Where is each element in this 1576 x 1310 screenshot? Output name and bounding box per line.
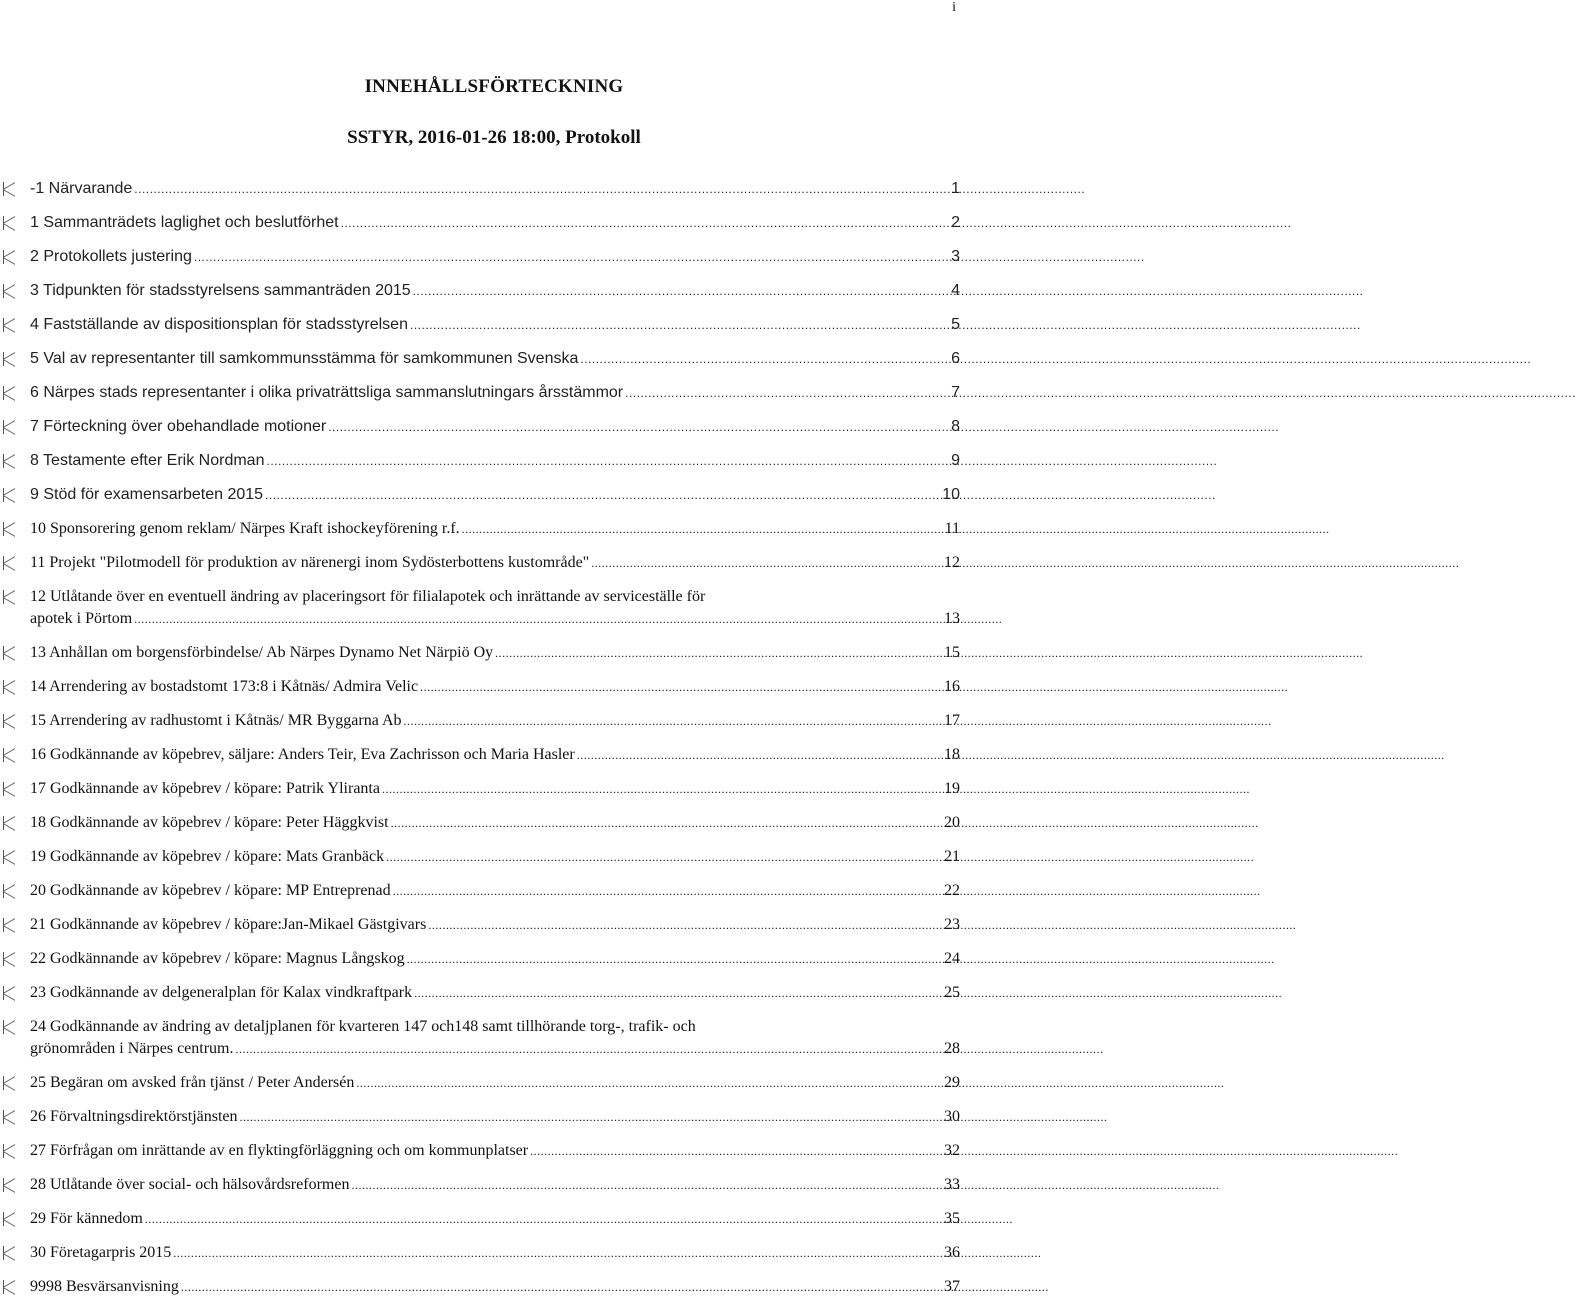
toc-entry[interactable] bbox=[0, 1016, 960, 1072]
toc-entry-page: 12 bbox=[944, 554, 960, 571]
dot-leader bbox=[356, 1072, 934, 1094]
dot-leader bbox=[580, 348, 934, 370]
dot-leader bbox=[495, 642, 934, 664]
dot-leader bbox=[420, 676, 934, 698]
toc-entry-title: 9998 Besvärsanvisning bbox=[30, 1278, 179, 1295]
toc-entry-page: 10 bbox=[942, 486, 960, 503]
toc-entry[interactable] bbox=[0, 744, 960, 778]
toc-entry-title: 5 Val av representanter till samkommunsstämma för samkommunen Svenska bbox=[30, 350, 579, 367]
toc-entry-page: 16 bbox=[944, 678, 960, 695]
toc-entry-title: -1 Närvarande bbox=[30, 180, 133, 197]
toc-entry-page: 2 bbox=[951, 214, 960, 231]
dot-leader bbox=[134, 608, 934, 630]
tree-connector-icon bbox=[3, 182, 16, 196]
dot-leader bbox=[530, 1140, 934, 1162]
toc-entry-title: 17 Godkännande av köpebrev / köpare: Patrik Yliranta bbox=[30, 780, 380, 797]
dot-leader bbox=[393, 880, 934, 902]
tree-connector-icon bbox=[3, 590, 16, 604]
tree-connector-icon bbox=[3, 1212, 16, 1226]
toc-entry-title: 9 Stöd för examensarbeten 2015 bbox=[30, 486, 264, 503]
toc-entry-title: 27 Förfrågan om inrättande av en flyktingförläggning och om kommunplatser bbox=[30, 1142, 529, 1159]
toc-entry[interactable] bbox=[0, 1072, 960, 1106]
toc-entry-page: 20 bbox=[944, 814, 960, 831]
toc-entry[interactable] bbox=[0, 416, 960, 450]
tree-connector-icon bbox=[3, 454, 16, 468]
toc-entry[interactable] bbox=[0, 676, 960, 710]
toc-entry-title: 28 Utlåtande över social- och hälsovårdsreformen bbox=[30, 1176, 350, 1193]
toc-entry-title: 20 Godkännande av köpebrev / köpare: MP Entreprenad bbox=[30, 882, 391, 899]
toc-entry[interactable] bbox=[0, 212, 960, 246]
toc-entry[interactable] bbox=[0, 450, 960, 484]
toc-entry[interactable] bbox=[0, 518, 960, 552]
toc-entry-page: 15 bbox=[944, 644, 960, 661]
dot-leader bbox=[413, 280, 934, 302]
toc-entry-title: 29 För kännedom bbox=[30, 1210, 143, 1227]
toc-entry-title: 3 Tidpunkten för stadsstyrelsens sammanträden 2015 bbox=[30, 282, 411, 299]
tree-connector-icon bbox=[3, 1280, 16, 1294]
tree-connector-icon bbox=[3, 1110, 16, 1124]
dot-leader bbox=[194, 246, 934, 268]
toc-entry-page: 25 bbox=[944, 984, 960, 1001]
dot-leader bbox=[134, 178, 934, 200]
tree-connector-icon bbox=[3, 284, 16, 298]
toc-entry-title: 22 Godkännande av köpebrev / köpare: Magnus Långskog bbox=[30, 950, 405, 967]
tree-connector-icon bbox=[3, 1246, 16, 1260]
tree-connector-icon bbox=[3, 884, 16, 898]
toc-entry[interactable] bbox=[0, 710, 960, 744]
dot-leader bbox=[235, 1038, 934, 1060]
toc-entry-title: 14 Arrendering av bostadstomt 173:8 i Kåtnäs/ Admira Velic bbox=[30, 678, 419, 695]
dot-leader bbox=[382, 778, 934, 800]
dot-leader bbox=[265, 484, 934, 506]
dot-leader bbox=[173, 1242, 934, 1264]
toc-entry[interactable] bbox=[0, 314, 960, 348]
toc-entry-page: 19 bbox=[944, 780, 960, 797]
toc-entry-page: 37 bbox=[944, 1278, 960, 1295]
toc-entry-title: 16 Godkännande av köpebrev, säljare: Anders Teir, Eva Zachrisson och Maria Hasler bbox=[30, 746, 575, 763]
toc-entry-page: 8 bbox=[951, 418, 960, 435]
toc-entry-page: 5 bbox=[951, 316, 960, 333]
toc-entry-page: 35 bbox=[944, 1210, 960, 1227]
toc-entry[interactable] bbox=[0, 1242, 960, 1276]
toc-entry-page: 17 bbox=[944, 712, 960, 729]
toc-entry-page: 30 bbox=[944, 1108, 960, 1125]
toc-entry-page: 1 bbox=[951, 180, 960, 197]
toc-entry[interactable] bbox=[0, 982, 960, 1016]
tree-connector-icon bbox=[3, 782, 16, 796]
toc-entry[interactable] bbox=[0, 1208, 960, 1242]
dot-leader bbox=[145, 1208, 934, 1230]
dot-leader bbox=[414, 982, 934, 1004]
tree-connector-icon bbox=[3, 1020, 16, 1034]
toc-entry-page: 4 bbox=[951, 282, 960, 299]
toc-entry-title: 10 Sponsorering genom reklam/ Närpes Kraft ishockeyförening r.f. bbox=[30, 520, 460, 537]
dot-leader bbox=[328, 416, 934, 438]
dot-leader bbox=[577, 744, 934, 766]
dot-leader bbox=[181, 1276, 934, 1298]
dot-leader bbox=[266, 450, 934, 472]
tree-connector-icon bbox=[3, 318, 16, 332]
tree-connector-icon bbox=[3, 522, 16, 536]
toc-entry-title: 25 Begäran om avsked från tjänst / Peter Andersén bbox=[30, 1074, 355, 1091]
toc-entry[interactable] bbox=[0, 586, 960, 642]
tree-connector-icon bbox=[3, 918, 16, 932]
toc-entry[interactable] bbox=[0, 880, 960, 914]
toc-entry-page: 33 bbox=[944, 1176, 960, 1193]
tree-connector-icon bbox=[3, 748, 16, 762]
tree-connector-icon bbox=[3, 646, 16, 660]
toc-entry-title: 8 Testamente efter Erik Nordman bbox=[30, 452, 265, 469]
toc-entry[interactable] bbox=[0, 382, 960, 416]
dot-leader bbox=[341, 212, 934, 234]
toc-entry-title: 30 Företagarpris 2015 bbox=[30, 1244, 172, 1261]
toc-entry-page: 13 bbox=[944, 610, 960, 627]
toc-entry-title: 11 Projekt "Pilotmodell för produktion av närenergi inom Sydösterbottens kustområde" bbox=[30, 554, 590, 571]
tree-connector-icon bbox=[3, 680, 16, 694]
tree-connector-icon bbox=[3, 352, 16, 366]
tree-connector-icon bbox=[3, 816, 16, 830]
dot-leader bbox=[462, 518, 934, 540]
page-subtitle: SSTYR, 2016-01-26 18:00, Protokoll bbox=[347, 127, 641, 148]
toc-entry-title: 26 Förvaltningsdirektörstjänsten bbox=[30, 1108, 238, 1125]
toc-entry-title: apotek i Pörtom bbox=[30, 610, 133, 627]
toc-entry[interactable] bbox=[0, 914, 960, 948]
tree-connector-icon bbox=[3, 986, 16, 1000]
toc-entry-title: 21 Godkännande av köpebrev / köpare:Jan-Mikael Gästgivars bbox=[30, 916, 427, 933]
tree-connector-icon bbox=[3, 952, 16, 966]
tree-connector-icon bbox=[3, 850, 16, 864]
tree-connector-icon bbox=[3, 216, 16, 230]
toc-entry-title: 23 Godkännande av delgeneralplan för Kalax vindkraftpark bbox=[30, 984, 413, 1001]
toc-entry-title: 15 Arrendering av radhustomt i Kåtnäs/ MR Byggarna Ab bbox=[30, 712, 402, 729]
toc-entry-page: 32 bbox=[944, 1142, 960, 1159]
toc-entry-title: 2 Protokollets justering bbox=[30, 248, 192, 265]
dot-leader bbox=[386, 846, 934, 868]
tree-connector-icon bbox=[3, 420, 16, 434]
toc-entry[interactable] bbox=[0, 348, 960, 382]
toc-entry[interactable] bbox=[0, 846, 960, 880]
toc-entry[interactable] bbox=[0, 778, 960, 812]
toc-entry-page: 3 bbox=[951, 248, 960, 265]
tree-connector-icon bbox=[3, 1076, 16, 1090]
toc-entry[interactable] bbox=[0, 280, 960, 314]
tree-connector-icon bbox=[3, 1178, 16, 1192]
toc-entry-page: 28 bbox=[944, 1040, 960, 1057]
dot-leader bbox=[591, 552, 934, 574]
toc-entry-title-line: 12 Utlåtande över en eventuell ändring av placeringsort för filialapotek och inrättande av serviceställe för bbox=[30, 588, 706, 605]
dot-leader bbox=[391, 812, 934, 834]
tree-connector-icon bbox=[3, 1144, 16, 1158]
toc-entry-page: 7 bbox=[951, 384, 960, 401]
toc-entry[interactable] bbox=[0, 812, 960, 846]
toc-entry-title-line: 24 Godkännande av ändring av detaljplanen för kvarteren 147 och148 samt tillhörande torg-, trafik- och bbox=[30, 1018, 696, 1035]
tree-connector-icon bbox=[3, 386, 16, 400]
toc-entry[interactable] bbox=[0, 642, 960, 676]
toc-entry-title: 13 Anhållan om borgensförbindelse/ Ab Närpes Dynamo Net Närpiö Oy bbox=[30, 644, 494, 661]
table-of-contents bbox=[0, 178, 960, 1310]
tree-connector-icon bbox=[3, 250, 16, 264]
dot-leader bbox=[410, 314, 934, 336]
toc-entry-title: 6 Närpes stads representanter i olika privaträttsliga sammanslutningars årsstämmor bbox=[30, 384, 624, 401]
toc-entry-page: 11 bbox=[944, 520, 960, 537]
dot-leader bbox=[351, 1174, 934, 1196]
toc-entry-title: 19 Godkännande av köpebrev / köpare: Mats Granbäck bbox=[30, 848, 385, 865]
toc-entry-title: 1 Sammanträdets laglighet och beslutförhet bbox=[30, 214, 339, 231]
tree-connector-icon bbox=[3, 488, 16, 502]
dot-leader bbox=[240, 1106, 934, 1128]
dot-leader bbox=[404, 710, 935, 732]
toc-entry[interactable] bbox=[0, 1106, 960, 1140]
dot-leader bbox=[407, 948, 934, 970]
toc-entry-title: 4 Fastställande av dispositionsplan för stadsstyrelsen bbox=[30, 316, 408, 333]
toc-entry-page: 9 bbox=[951, 452, 960, 469]
toc-entry-title: 18 Godkännande av köpebrev / köpare: Peter Häggkvist bbox=[30, 814, 389, 831]
toc-entry-page: 29 bbox=[944, 1074, 960, 1091]
toc-entry-page: 6 bbox=[951, 350, 960, 367]
dot-leader bbox=[428, 914, 934, 936]
toc-entry-title: 7 Förteckning över obehandlade motioner bbox=[30, 418, 327, 435]
toc-entry[interactable] bbox=[0, 552, 960, 586]
toc-entry[interactable] bbox=[0, 1174, 960, 1208]
toc-entry[interactable] bbox=[0, 178, 960, 212]
toc-entry[interactable] bbox=[0, 1140, 960, 1174]
dot-leader bbox=[625, 382, 934, 404]
toc-entry[interactable] bbox=[0, 484, 960, 518]
toc-entry-page: 22 bbox=[944, 882, 960, 899]
page-title: INNEHÅLLSFÖRTECKNING bbox=[364, 76, 624, 97]
tree-connector-icon bbox=[3, 714, 16, 728]
toc-entry-page: 21 bbox=[944, 848, 960, 865]
toc-entry[interactable] bbox=[0, 246, 960, 280]
toc-entry-title: grönområden i Närpes centrum. bbox=[30, 1040, 234, 1057]
toc-entry[interactable] bbox=[0, 1276, 960, 1310]
tree-connector-icon bbox=[3, 556, 16, 570]
page-number: i bbox=[952, 0, 956, 15]
toc-entry-page: 36 bbox=[944, 1244, 960, 1261]
toc-entry-page: 23 bbox=[944, 916, 960, 933]
toc-entry[interactable] bbox=[0, 948, 960, 982]
toc-entry-page: 24 bbox=[944, 950, 960, 967]
toc-entry-page: 18 bbox=[944, 746, 960, 763]
